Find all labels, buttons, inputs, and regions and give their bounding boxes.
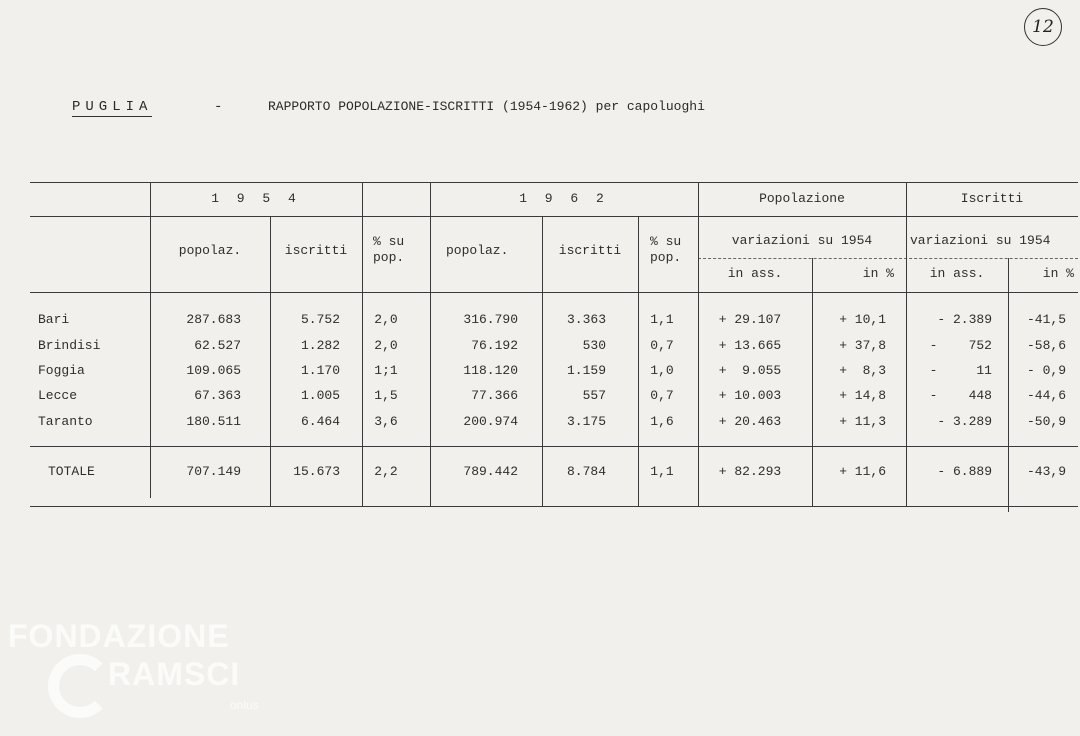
- cell-pop-pct: + 11,3: [839, 414, 886, 429]
- header-variazioni-isc: variazioni su 1954: [910, 233, 1051, 248]
- cell-pct62: 0,7: [650, 338, 674, 353]
- foundation-watermark: [8, 618, 278, 718]
- cell-isc62: 3.363: [566, 312, 606, 327]
- header-iscritti-group: Iscritti: [960, 191, 1024, 206]
- cell-pop62: 118.120: [463, 363, 518, 378]
- watermark-line1: FONDAZIONE: [8, 618, 230, 654]
- cell-pct54: 1,5: [374, 388, 398, 403]
- header-popolazione: Popolazione: [759, 191, 845, 206]
- table-rule-variazioni: [698, 258, 1078, 259]
- cell-isc-ass: - 448: [929, 388, 992, 403]
- cell-pop-ass: + 82.293: [718, 464, 782, 479]
- cell-pct54: 1;1: [374, 363, 398, 378]
- cell-isc54: 6.464: [300, 414, 340, 429]
- header-in-pct-pop: in %: [862, 266, 894, 281]
- cell-pop54: 62.527: [194, 338, 241, 353]
- header-pop-1962: pop.: [650, 250, 682, 265]
- cell-name: Bari: [38, 312, 70, 327]
- cell-pct54: 3,6: [374, 414, 398, 429]
- cell-pop62: 789.442: [463, 464, 518, 479]
- table-rule-group: [30, 216, 1078, 217]
- cell-pop-ass: + 29.107: [718, 312, 782, 327]
- header-iscritti-1962: iscritti: [558, 243, 622, 258]
- cell-pct54: 2,0: [374, 338, 398, 353]
- watermark-line3: onlus: [230, 698, 259, 712]
- cell-name: TOTALE: [48, 464, 95, 479]
- cell-pop62: 77.366: [471, 388, 518, 403]
- cell-isc62: 530: [582, 338, 606, 353]
- page-number: 12: [1024, 8, 1062, 46]
- header-year-1954: 1 9 5 4: [211, 191, 301, 206]
- header-popolaz-1954: popolaz.: [178, 243, 242, 258]
- document-title: RAPPORTO POPOLAZIONE-ISCRITTI (1954-1962) per capoluoghi: [268, 99, 705, 114]
- header-iscritti-1954: iscritti: [284, 243, 348, 258]
- cell-isc-ass: - 2.389: [937, 312, 992, 327]
- cell-pop62: 76.192: [471, 338, 518, 353]
- cell-pop54: 707.149: [186, 464, 241, 479]
- header-pop-1954: pop.: [373, 250, 405, 265]
- watermark-line2: RAMSCI: [108, 656, 241, 692]
- cell-isc62: 557: [582, 388, 606, 403]
- cell-isc54: 5.752: [300, 312, 340, 327]
- cell-name: Taranto: [38, 414, 93, 429]
- cell-isc-ass: - 3.289: [937, 414, 992, 429]
- header-year-1962: 1 9 6 2: [519, 191, 609, 206]
- cell-pop62: 316.790: [463, 312, 518, 327]
- heading-dash: -: [214, 99, 223, 115]
- cell-pop-ass: + 13.665: [718, 338, 782, 353]
- cell-isc-pct: -58,6: [1026, 338, 1066, 353]
- table-rule-header: [30, 292, 1078, 293]
- header-in-ass-pop: in ass.: [727, 266, 783, 281]
- region-heading: PUGLIA: [72, 99, 153, 115]
- cell-pct54: 2,0: [374, 312, 398, 327]
- cell-pct62: 0,7: [650, 388, 674, 403]
- cell-isc-pct: - 0,9: [1026, 363, 1066, 378]
- cell-isc54: 1.005: [300, 388, 340, 403]
- header-in-pct-isc: in %: [1042, 266, 1074, 281]
- cell-pop-pct: + 8,3: [839, 363, 886, 378]
- header-popolaz-1962: popolaz.: [446, 243, 509, 258]
- cell-pct62: 1,0: [650, 363, 674, 378]
- cell-pop-ass: + 9.055: [718, 363, 782, 378]
- cell-pct62: 1,1: [650, 464, 674, 479]
- header-in-ass-isc: in ass.: [929, 266, 985, 281]
- cell-isc-pct: -50,9: [1026, 414, 1066, 429]
- cell-pop62: 200.974: [463, 414, 518, 429]
- table-col-rule: [638, 216, 639, 506]
- watermark-g-logo: [48, 654, 112, 718]
- cell-isc-ass: - 6.889: [937, 464, 992, 479]
- cell-isc62: 8.784: [566, 464, 606, 479]
- cell-pop-ass: + 10.003: [718, 388, 782, 403]
- cell-isc62: 1.159: [566, 363, 606, 378]
- cell-name: Lecce: [38, 388, 78, 403]
- cell-pop54: 109.065: [186, 363, 241, 378]
- table-rule-body: [30, 446, 1078, 447]
- table-rule-bottom: [30, 506, 1078, 507]
- cell-pop-ass: + 20.463: [718, 414, 782, 429]
- cell-name: Foggia: [38, 363, 85, 378]
- header-pct-su-1962: % su: [650, 234, 682, 249]
- cell-isc-ass: - 752: [929, 338, 992, 353]
- cell-pop54: 180.511: [186, 414, 241, 429]
- cell-pop-pct: + 11,6: [839, 464, 886, 479]
- cell-isc-pct: -41,5: [1026, 312, 1066, 327]
- cell-pct62: 1,6: [650, 414, 674, 429]
- cell-pct54: 2,2: [374, 464, 398, 479]
- table-rule-top: [30, 182, 1078, 183]
- cell-isc54: 1.282: [300, 338, 340, 353]
- cell-pop-pct: + 14,8: [839, 388, 886, 403]
- table-col-rule: [270, 216, 271, 506]
- cell-isc54: 15.673: [293, 464, 340, 479]
- cell-pop-pct: + 37,8: [839, 338, 886, 353]
- cell-isc-pct: -44,6: [1026, 388, 1066, 403]
- cell-isc62: 3.175: [566, 414, 606, 429]
- header-pct-su-1954: % su: [373, 234, 405, 249]
- cell-isc-ass: - 11: [929, 363, 992, 378]
- cell-isc54: 1.170: [300, 363, 340, 378]
- cell-pop54: 287.683: [186, 312, 241, 327]
- cell-name: Brindisi: [38, 338, 101, 353]
- cell-pct62: 1,1: [650, 312, 674, 327]
- cell-isc-pct: -43,9: [1026, 464, 1066, 479]
- header-variazioni-pop: variazioni su 1954: [731, 233, 873, 248]
- cell-pop-pct: + 10,1: [839, 312, 886, 327]
- table-col-rule: [542, 216, 543, 506]
- cell-pop54: 67.363: [194, 388, 241, 403]
